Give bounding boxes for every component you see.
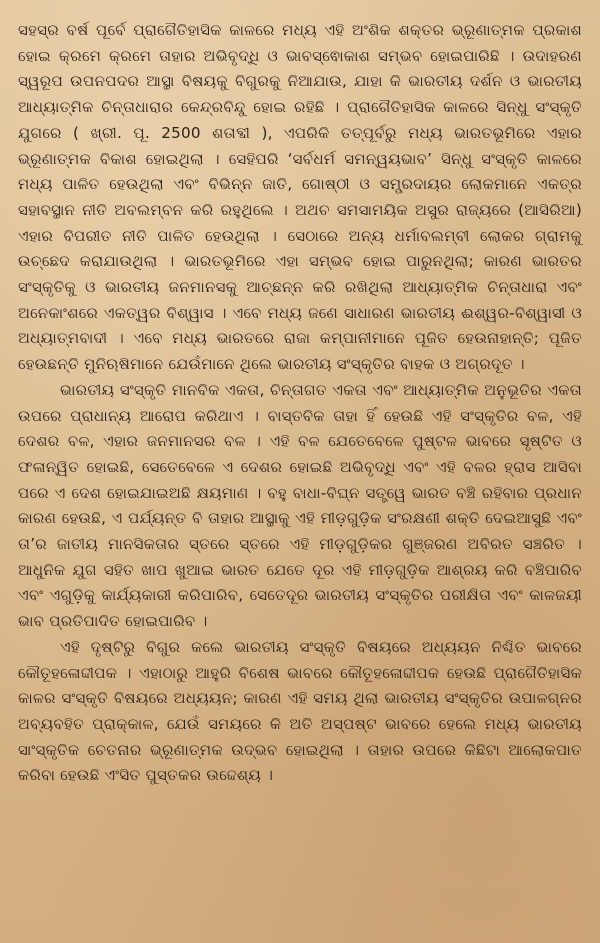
paragraph-2: ଭାରତୀୟ ସଂସ୍କୃତି ମାନବିକ ଏକତା, ଚିନ୍ତାଗତ ଏକତା ଏବଂ ଆଧ୍ୟାତ୍ମିକ ଅନୁଭୂତିର ଏକତା ଉପରେ ପ୍ରାଧାନ୍ୟ ଆରୋପ କରିଥାଏ । ବାସ୍ତବିକ ତାହା ହିଁ ହେଉଛି ଏହି ସଂସ୍କୃତିର ବଳ, ଏହି ଦେଶର ବଳ, ଏହାର ଜନମାନସର ବଳ । ଏହି ବଳ ଯେତେବେଳେ ପୁଷ୍ଟଳ ଭାବରେ ସୃଷ୍ଟିତ ଓ ଫଳାନ୍ୱିତ ହୋଇଛି, ସେତେବେଳେ ଏ ଦେଶର ହୋଇଛି ଅଭିବୃଦ୍ଧି ଏବଂ ଏହି ବଳର ହ୍ରାସ ଆସିବା ପରେ ଏ ଦେଶ ହୋଇଯାଇଅଛି କ୍ଷୟମାଣ । ବହୁ ବାଧା-ବିଘ୍ନ ସତ୍ତ୍ୱେ ଭାରତ ବଞ୍ଚି ରହିବାର ପ୍ରଧାନ କାରଣ ହେଉଛି, ଏ ପର୍ଯ୍ୟନ୍ତ ବି ତାହାର ଆସ୍ଥାକୁ ଏହି ମୀଡ଼ଗୁଡ଼ିକ ସଂରକ୍ଷଣୀ ଶକ୍ତି ଦେଇଆସୁଛି ଏବଂ ତା’ର ଜାତୀୟ ମାନସିକତାର ସ୍ତରେ ସ୍ତରେ ଏହି ମୀଡ଼ଗୁଡ଼ିକର ଗୁଞ୍ଜରଣ ଅବିରତ ସଞ୍ଚରିତ । ଆଧୁନିକ ଯୁଗ ସହିତ ଖାପ ଖୁଆଇ ଭାରତ ଯେତେ ଦୂର ଏହି ମୀଡ଼ଗୁଡ଼ିକ ଆଶ୍ରୟ କରି ବଞ୍ଚିପାରିବ ଏବଂ ଏଗୁଡ଼ିକୁ କାର୍ଯ୍ୟକାରୀ କରିପାରିବ, ସେତେଦୂର ଭାରତୀୟ ସଂସ୍କୃତିର ପରୀକ୍ଷିତା ଏବଂ କାଳଜୟୀ ଭାବ ପ୍ରତିପାଦିତ ହୋଇପାରିବ । [18,380,582,631]
body-text [18,18,582,789]
paragraph-3: ଏହି ଦୃଷ୍ଟିରୁ ବିଗୁର କଲେ ଭାରତୀୟ ସଂସ୍କୃତି ବିଷୟରେ ଅଧ୍ୟୟନ ନିଶ୍ଚିତ ଭାବରେ କୌତୂହଳୋଦ୍ଦୀପକ । ଏହାଠାରୁ ଆହୁରି ବିଶେଷ ଭାବରେ କୌତୂହଳୋଦ୍ଦୀପକ ହେଉଛି ପ୍ରାଗୈତିହାସିକ କାଳର ସଂସ୍କୃତି ବିଷୟରେ ଅଧ୍ୟୟନ; କାରଣ ଏହି ସମୟ ଥିଲା ଭାରତୀୟ ସଂସ୍କୃତିର ଉପାଳଗ୍ନର ଅବ୍ୟବହିତ ପ୍ରାକ୍କାଳ, ଯେଉଁ ସମୟରେ କି ଅତି ଅସ୍ପଷ୍ଟ ଭାବରେ ହେଲେ ମଧ୍ୟ ଭାରତୀୟ ସାଂସ୍କୃତିକ ଚେତନାର ଭ୍ରୂଣାତ୍ମକ ଉଦ୍ଭବ ହୋଇଥିଲା । ତାହାର ଉପରେ କିଛିଟା ଆଲୋକପାତ କରିବା ହେଉଛି ଏଂସିତ ପୁସ୍ତକର ଉଦ୍ଦେଶ୍ୟ । [18,637,582,785]
paragraph-1: ସହସ୍ର ବର୍ଷ ପୂର୍ବେ ପ୍ରାଗୈତିହାସିକ କାଳରେ ମଧ୍ୟ ଏହି ଅଂଶିକ ଶକ୍ତର ଭ୍ରୂଣାତ୍ମକ ପ୍ରକାଶ ହୋଇ କ୍ରମେ କ୍ରମେ ତାହାର ଅଭିବୃଦ୍ଧି ଓ ଭାବସ୍ଵୋକାଶ ସମ୍ଭବ ହୋଇପାରିଛି । ଉଦାହରଣ ସ୍ୱରୂପ ଉପନପଦର ଆସ୍ଥା ବିଷୟକୁ ବିଗୁରକୁ ନିଆଯାଉ, ଯାହା କି ଭାରତୀୟ ଦର୍ଶନ ଓ ଭାରତୀୟ ଆଧ୍ୟାତ୍ମିକ ଚିନ୍ତାଧାରାର କେନ୍ଦ୍ରବିନ୍ଦୁ ହୋଇ ରହିଛି । ପ୍ରାଗୈତିହାସିକ କାଳରେ ସିନ୍ଧୁ ସଂସ୍କୃତି ଯୁଗରେ ( ଖ୍ରୀ. ପୂ. 2500 ଶତାବ୍ଦୀ ), ଏପରିକି ତତ୍ପୂର୍ବରୁ ମଧ୍ୟ ଭାରତଭୂମିରେ ଏହାର ଭ୍ରୂଣାତ୍ମକ ବିକାଶ ହୋଇଥିଲା । ସେହିପରି ‘ସର୍ବଧର୍ମ ସମନ୍ୱୟଭାବ’ ସିନ୍ଧୁ ସଂସ୍କୃତି କାଳରେ ମଧ୍ୟ ପାଳିତ ହେଉଥିଲା ଏବଂ ବିଭିନ୍ନ ଜାତି, ଗୋଷ୍ଠୀ ଓ ସମ୍ପ୍ରଦାୟର ଲୋକମାନେ ଏକତ୍ର ସହାବସ୍ଥାନ ନୀତି ଅବଲମ୍ବନ କରି ରହୁଥିଲେ । ଅଥଚ ସମସାମୟିକ ଅସୁର ରାଜ୍ୟରେ (ଆସିରିଆ) ଏହାର ବିପରୀତ ନୀତି ପାଳିତ ହେଉଥିଲା । ସେଠାରେ ଅନ୍ୟ ଧର୍ମାବଲମ୍ବୀ ଲୋକର ଗ୍ରାମକୁ ଉଚ୍ଛେଦ କରାଯାଉଥିଲା । ଭାରତଭୂମିରେ ଏହା ସମ୍ଭବ ହୋଇ ପାରୁନଥିଲା; କାରଣ ଭାରତର ସଂସ୍କୃତିକୁ ଓ ଭାରତୀୟ ଜନମାନସକୁ ଆଚ୍ଛନ୍ନ କରି ରଖିଥିଲା ଆଧ୍ୟାତ୍ମିକ ଚିନ୍ତାଧାରା ଏବଂ ଅନେକାଂଶରେ ଏକତ୍ୱର ବିଶ୍ୱାସ । ଏବେ ମଧ୍ୟ ଜଣେ ସାଧାରଣ ଭାରତୀୟ ଈଶ୍ୱର-ବିଶ୍ୱାସୀ ଓ ଅଧ୍ୟାତ୍ମବାଦୀ । ଏବେ ମଧ୍ୟ ଭାରତରେ ରାଜା କମ୍ପାନୀମାନେ ପୂଜିତ ହେଉନାହାନ୍ତି; ପୂଜିତ ହେଉଛନ୍ତି ମୁନିଋଷିମାନେ ଯେଉଁମାନେ ଥିଲେ ଭାରତୀୟ ସଂସ୍କୃତିର ବାହକ ଓ ଅଗ୍ରଦୂତ । [18,21,582,374]
